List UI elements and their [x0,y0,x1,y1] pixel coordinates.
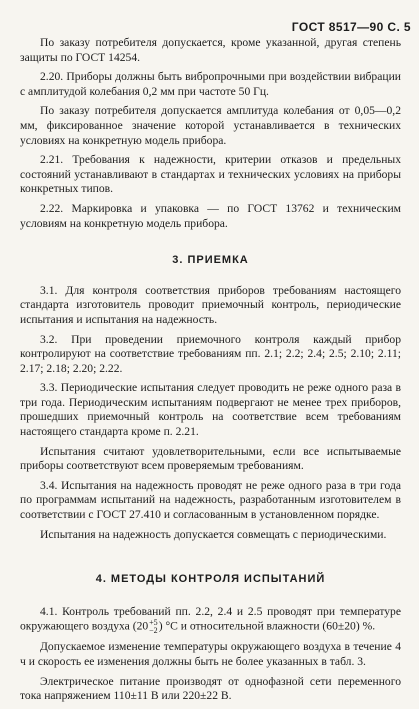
document-body [20,36,401,709]
paragraph-vibration-amplitude: По заказу потребителя допускается амплитуда колебания от 0,05—0,2 мм, фиксированное значение которой устанавливается в технических условиях на конкретную модель прибора. [20,104,401,147]
clause-4-1-text-end: ) °C и относительной влажности (60±20) %. [158,620,376,634]
paragraph-reliability-combined: Испытания на надежность допускается совмещать с периодическими. [40,527,387,541]
paragraph-power-supply: Электрическое питание производят от однофазной сети переменного тока напряжением 110±11 В или 220±22 В. [20,674,401,703]
clause-3-4: 3.4. Испытания на надежность проводят не реже одного раза в три года по программам испытаний на надежность, разработанным изготовителем в соответствии с ГОСТ 27.410 и согласованным в установленном порядке. [20,478,401,522]
clause-2-20: 2.20. Приборы должны быть вибропрочными при воздействии вибрации с амплитудой колебания 0,2 мм при частоте 50 Гц. [20,70,401,98]
clause-4-1-text-start: 4.1. Контроль требований пп. 2.2, 2.4 и 2.5 проводят при температуре окружающего воздуха (20 [20,604,401,634]
tolerance-plus: +5 [149,618,158,628]
clause-4-1 [20,605,401,636]
tolerance-minus: −2 [149,626,158,636]
page-header: ГОСТ 8517—90 С. 5 [291,20,411,34]
paragraph-tests-satisfactory: Испытания считают удовлетворительными, если все испытываемые приборы соответствуют всем проверяемым требованиям. [20,444,401,473]
paragraph-protection-degree: По заказу потребителя допускается, кроме указанной, другая степень защиты по ГОСТ 14254. [20,36,401,64]
paragraph-temperature-change: Допускаемое изменение температуры окружающего воздуха в течение 4 ч и скорость ее изменения должны быть не более указанных в табл. 3. [20,640,401,668]
clause-3-2: 3.2. При проведении приемочного контроля каждый прибор контролируют на соответствие требованиям пп. 2.1; 2.2; 2.4; 2.5; 2.10; 2.11; 2.17; 2.18; 2.20; 2.22. [20,332,401,375]
temperature-tolerance [149,619,158,635]
clause-3-3: 3.3. Периодические испытания следует проводить не реже одного раза в три года. Периодическим испытаниям подвергают не менее трех приборов, прошедших приемочный контроль на соответствие всем требованиям настоящего стандарта кроме п. 2.21. [20,381,401,439]
section-heading-test-methods: 4. МЕТОДЫ КОНТРОЛЯ ИСПЫТАНИЙ [95,573,326,586]
section-heading-acceptance: 3. ПРИЕМКА [172,254,249,267]
clause-3-1: 3.1. Для контроля соответствия приборов требованиям настоящего стандарта изготовитель проводит приемочный контроль, периодические испытания и испытания на надежность. [20,283,401,326]
clause-2-21: 2.21. Требования к надежности, критерии отказов и предельных состояний устанавливают в стандартах и технических условиях на приборы конкретных типов. [20,153,401,196]
clause-2-22: 2.22. Маркировка и упаковка — по ГОСТ 13762 и техническим условиям на конкретную модель прибора. [20,201,401,230]
